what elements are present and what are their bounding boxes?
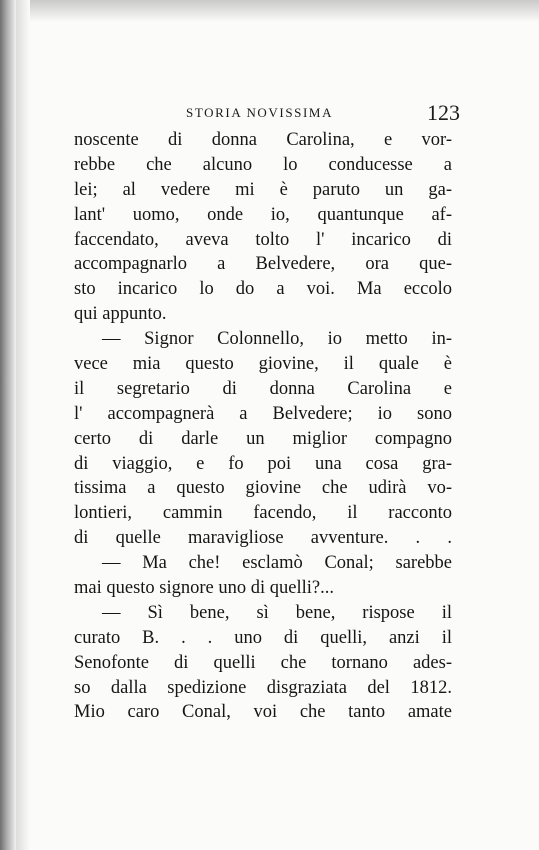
text-line: qui appunto. — [74, 304, 167, 325]
text-line: mai questo signore uno di quelli?... — [74, 578, 334, 599]
text-line: — Signor Colonnello, io metto in- — [102, 329, 452, 350]
text-line: tissima a questo giovine che udirà vo- — [74, 478, 452, 499]
page-gutter-edge — [0, 0, 16, 850]
text-line: lant' uomo, onde io, quantunque af- — [74, 204, 452, 225]
text-line: vece mia questo giovine, il quale è — [74, 354, 452, 375]
page-header — [186, 101, 460, 125]
text-line: rebbe che alcuno lo conducesse a — [74, 154, 452, 175]
gutter-shadow — [16, 0, 30, 850]
text-line: l' accompagnerà a Belvedere; io sono — [74, 403, 452, 424]
text-line: — Ma che! esclamò Conal; sarebbe — [102, 553, 452, 574]
text-line: Mio caro Conal, voi che tanto amate — [74, 702, 452, 723]
text-line: il segretario di donna Carolina e — [74, 378, 452, 399]
text-line: — Sì bene, sì bene, rispose il — [102, 602, 452, 623]
text-line: sto incarico lo do a voi. Ma eccolo — [74, 279, 452, 300]
text-line: di viaggio, e fo poi una cosa gra- — [74, 453, 452, 474]
text-line: lei; al vedere mi è paruto un ga- — [74, 179, 452, 200]
text-line: so dalla spedizione disgraziata del 1812. — [74, 677, 452, 698]
top-edge-smudge — [30, 0, 539, 22]
text-line: noscente di donna Carolina, e vor- — [74, 130, 452, 150]
running-title: STORIA NOVISSIMA — [186, 105, 334, 120]
body-text — [74, 128, 452, 725]
text-line: Senofonte di quelli che tornano ades- — [74, 652, 452, 673]
text-line: curato B. . . uno di quelli, anzi il — [74, 627, 452, 648]
text-line: certo di darle un miglior compagno — [74, 428, 452, 449]
text-line: di quelle maravigliose avventure. . . — [74, 528, 452, 549]
text-line: faccendato, aveva tolto l' incarico di — [74, 229, 452, 250]
text-line: lontieri, cammin facendo, il racconto — [74, 503, 452, 524]
page-number: 123 — [427, 100, 460, 125]
text-line: accompagnarlo a Belvedere, ora que- — [74, 254, 452, 275]
